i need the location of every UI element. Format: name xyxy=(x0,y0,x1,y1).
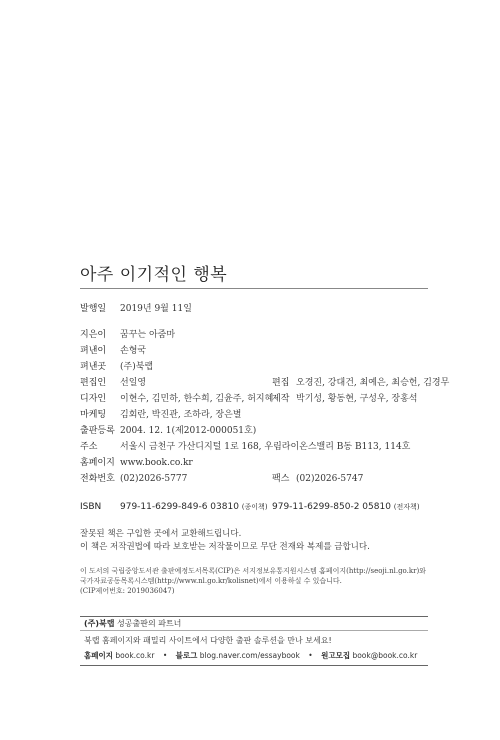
isbn-label: ISBN xyxy=(80,502,102,512)
staff-label: 마케팅 xyxy=(80,410,107,420)
partner-link-label: 홈페이지 xyxy=(84,651,113,660)
partner-title xyxy=(84,618,181,629)
credit-value: (주)북랩 xyxy=(120,362,154,372)
staff-label: 출판등록 xyxy=(80,426,115,436)
credit-label: 지은이 xyxy=(80,330,107,340)
staff-value-2: 오경진, 강대건, 최예은, 최승헌, 김경무 xyxy=(296,378,450,388)
credit-value: 꿈꾸는 아줌마 xyxy=(120,330,176,340)
partner-link-label: 원고모집 xyxy=(321,651,351,660)
isbn-ebook xyxy=(272,502,420,513)
staff-label: 홈페이지 xyxy=(80,458,115,468)
book-title: 아주 이기적인 행복 xyxy=(80,265,228,285)
isbn-print xyxy=(120,502,268,513)
partner-link-blog[interactable]: blog.naver.com/essaybook xyxy=(199,651,300,660)
partner-tagline: 성공출판의 파트너 xyxy=(117,619,182,628)
partner-link-email[interactable]: book@book.co.kr xyxy=(352,651,418,660)
staff-label-2: 팩스 xyxy=(272,474,290,484)
credit-value: 손형국 xyxy=(120,346,147,356)
partner-box xyxy=(80,616,428,666)
staff-label-2: 편집 xyxy=(272,378,290,388)
staff-value-2: (02)2026-5747 xyxy=(296,474,364,484)
staff-value: 김회란, 박진관, 조하라, 장은별 xyxy=(120,410,242,420)
bullet-separator: • xyxy=(162,651,168,660)
staff-label-2: 제작 xyxy=(272,394,290,404)
isbn-print-number: 979-11-6299-849-6 03810 xyxy=(120,502,239,512)
pubdate-label: 발행일 xyxy=(80,304,107,314)
notice-line: 이 책은 저작권법에 따라 보호받는 저작물이므로 무단 전재와 복제를 금합니다. xyxy=(80,542,370,552)
staff-value: www.book.co.kr xyxy=(120,458,193,468)
credit-label: 펴낸이 xyxy=(80,346,107,356)
staff-value-2: 박기성, 황동현, 구성우, 장홍석 xyxy=(296,394,418,404)
isbn-print-note: (종이책) xyxy=(241,503,268,511)
partner-link-homepage[interactable]: book.co.kr xyxy=(115,651,155,660)
isbn-ebook-number: 979-11-6299-850-2 05810 xyxy=(272,502,391,512)
cip-line: (CIP제어번호: 2019036047) xyxy=(80,587,175,595)
notice-line: 잘못된 책은 구입한 곳에서 교환해드립니다. xyxy=(80,529,242,539)
partner-brand: (주)북랩 xyxy=(84,619,115,628)
staff-value: (02)2026-5777 xyxy=(120,474,188,484)
partner-box-bottom-rule xyxy=(80,665,428,666)
partner-description: 북랩 홈페이지와 패밀리 사이트에서 다양한 출판 솔루션을 만나 보세요! xyxy=(84,636,332,645)
isbn-ebook-note: (전자책) xyxy=(393,503,420,511)
pubdate-value: 2019년 9월 11일 xyxy=(120,304,192,314)
staff-label: 디자인 xyxy=(80,394,107,404)
credit-label: 펴낸곳 xyxy=(80,362,107,372)
staff-label: 편집인 xyxy=(80,378,107,388)
staff-label: 주소 xyxy=(80,442,98,452)
staff-value: 이현수, 김민하, 한수희, 김윤주, 허지혜 xyxy=(120,394,274,404)
staff-value: 선일영 xyxy=(120,378,147,388)
partner-box-mid-rule xyxy=(80,630,428,631)
cip-line: 국가자료공동목록시스템(http://www.nl.go.kr/kolisnet)에서 이용하실 수 있습니다. xyxy=(80,577,342,585)
bullet-separator: • xyxy=(308,651,313,660)
partner-link-label: 블로그 xyxy=(175,651,198,660)
title-rule xyxy=(80,288,428,289)
staff-label: 전화번호 xyxy=(80,474,115,484)
cip-line: 이 도서의 국립중앙도서관 출판예정도서목록(CIP)은 서지정보유통지원시스템 홈페이지(http://seoji.nl.go.kr)와 xyxy=(80,567,426,575)
partner-box-top-rule xyxy=(80,616,428,617)
staff-value: 서울시 금천구 가산디지털 1로 168, 우림라이온스밸리 B동 B113, 114호 xyxy=(120,442,411,452)
staff-value: 2004. 12. 1(제2012-000051호) xyxy=(120,426,257,436)
partner-links xyxy=(84,650,417,661)
